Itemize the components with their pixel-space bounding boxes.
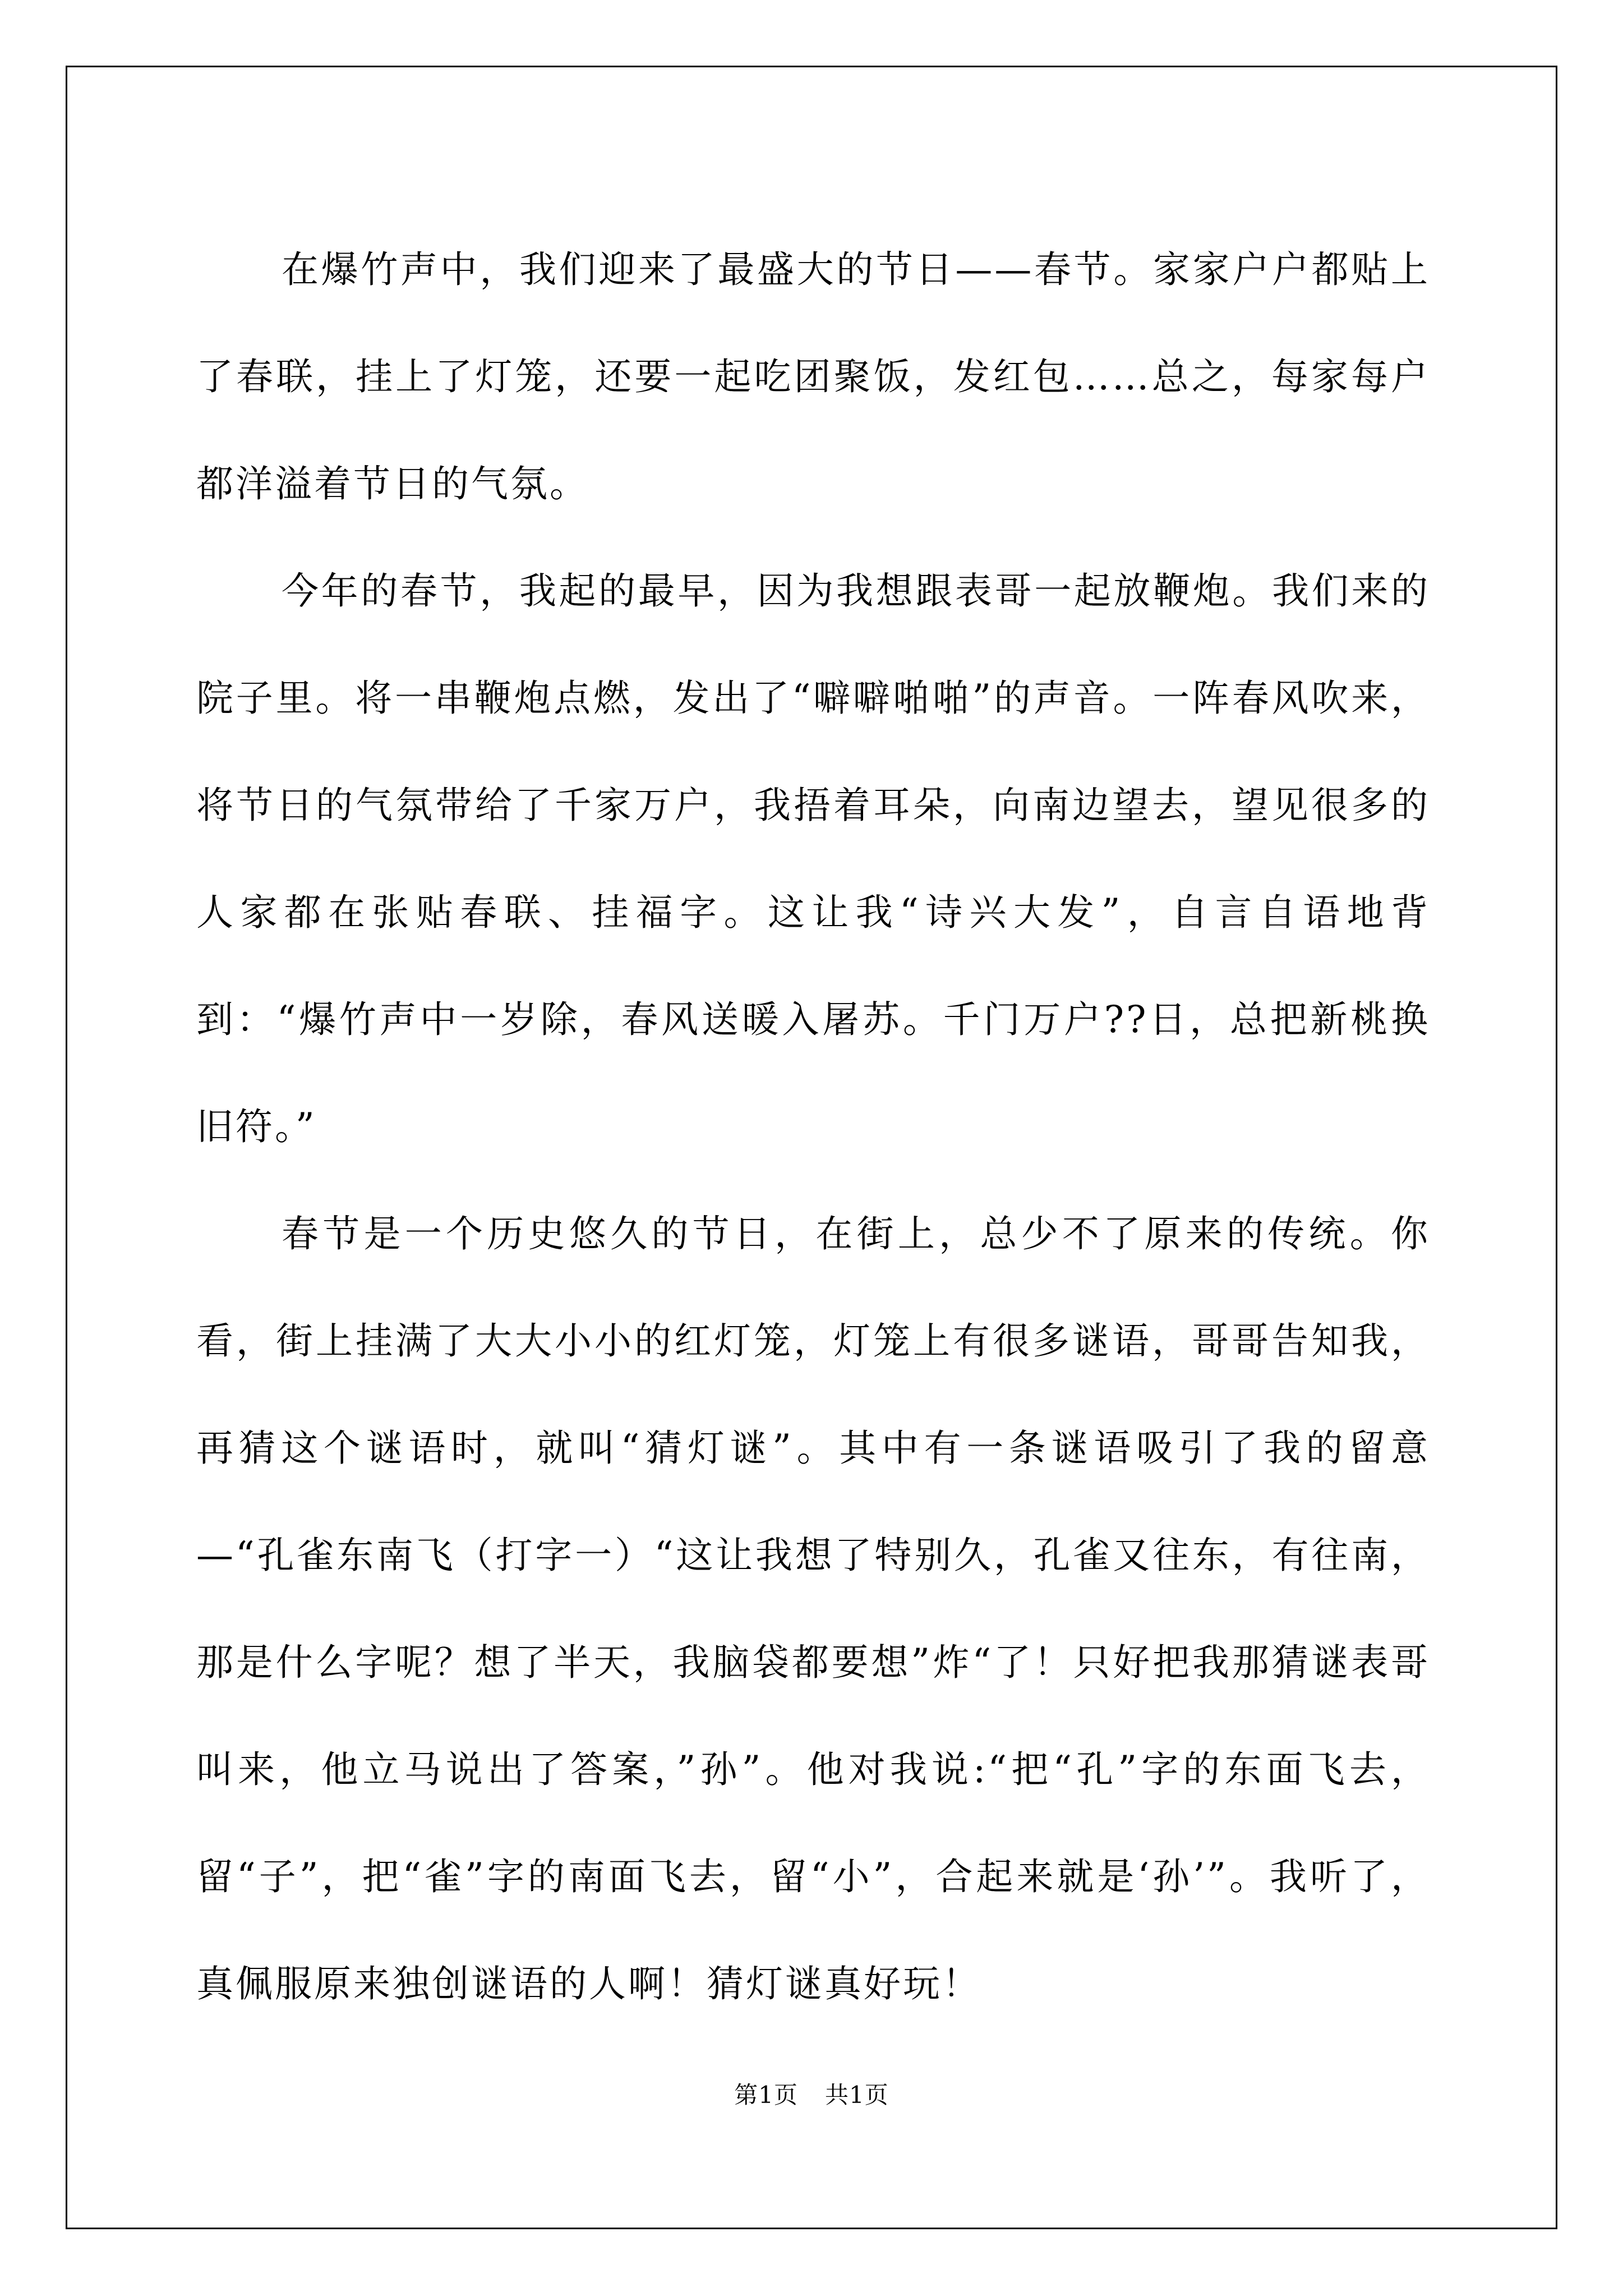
paragraph-1: 在爆竹声中，我们迎来了最盛大的节日——春节。家家户户都贴上了春联，挂上了灯笼，还要一起吃团聚饭，发红包……总之，每家每户都洋溢着节日的气氛。 <box>196 248 1430 505</box>
page-number: 第1页 <box>734 2081 798 2109</box>
document-body <box>196 216 1430 2037</box>
page-total: 共1页 <box>825 2081 889 2109</box>
page-footer <box>0 2078 1623 2112</box>
paragraph-2: 今年的春节，我起的最早，因为我想跟表哥一起放鞭炮。我们来的院子里。将一串鞭炮点燃，发出了“噼噼啪啪”的声音。一阵春风吹来，将节日的气氛带给了千家万户，我捂着耳朵，向南边望去，望见很多的人家都在张贴春联、挂福字。这让我“诗兴大发”，自言自语地背到：“爆竹声中一岁除，春风送暖入屠苏。千门万户??日，总把新桃换旧符。” <box>196 569 1430 1148</box>
paragraph-3: 春节是一个历史悠久的节日，在街上，总少不了原来的传统。你看，街上挂满了大大小小的红灯笼，灯笼上有很多谜语，哥哥告知我，再猜这个谜语时，就叫“猜灯谜”。其中有一条谜语吸引了我的留意—“孔雀东南飞（打字一）“这让我想了特别久，孔雀又往东，有往南，那是什么字呢？想了半天，我脑袋都要想”炸“了！只好把我那猜谜表哥叫来，他立马说出了答案，”孙”。他对我说:“把“孔”字的东面飞去，留“子”，把“雀”字的南面飞去，留“小”，合起来就是‘孙’”。我听了，真佩服原来独创谜语的人啊！猜灯谜真好玩！ <box>196 1212 1430 2005</box>
